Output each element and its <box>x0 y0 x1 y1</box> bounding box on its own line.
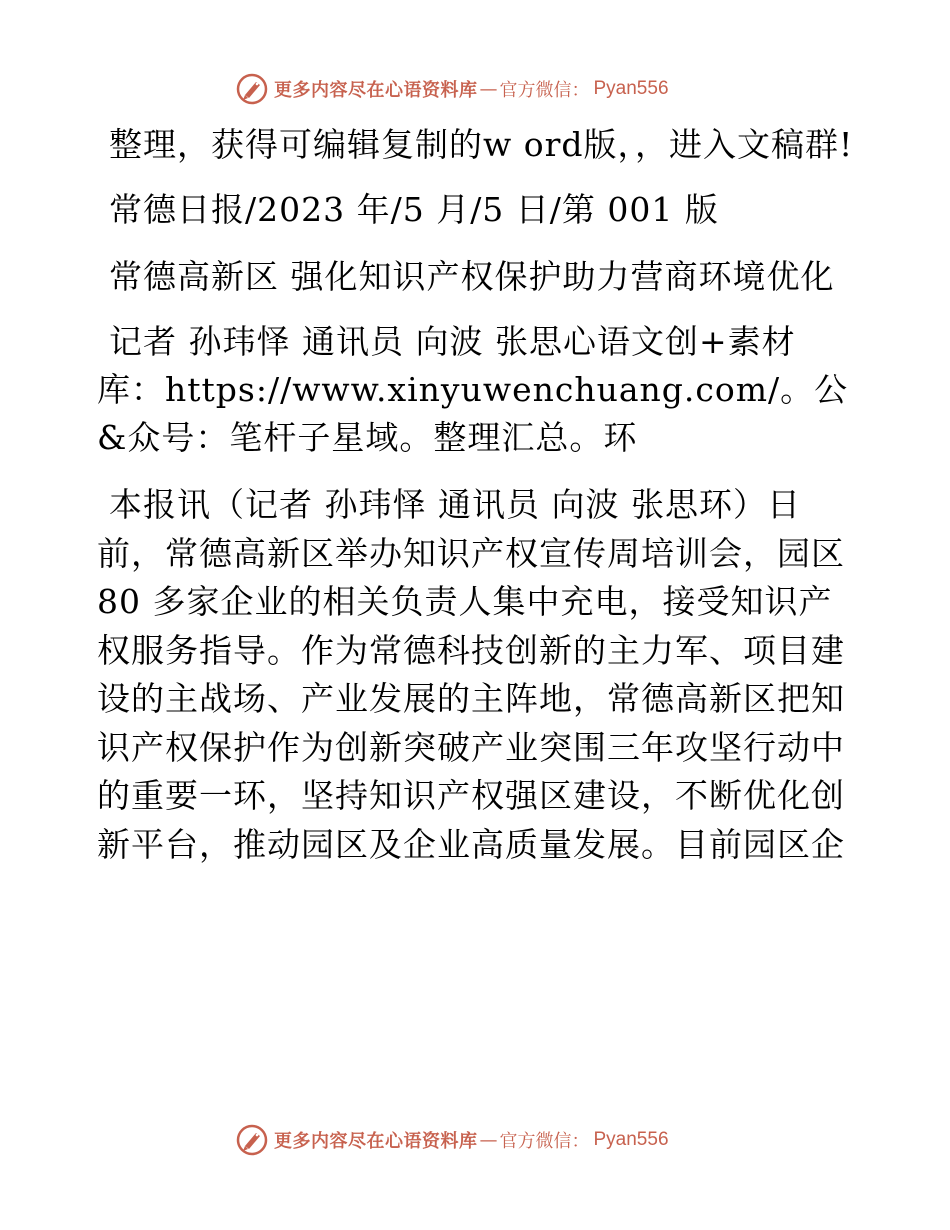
banner-wechat-id: Pyan556 <box>593 1129 669 1150</box>
dateline: 常德日报/2023 年/5 月/5 日/第 001 版 <box>109 190 719 229</box>
header-banner <box>236 72 669 106</box>
article-headline: 常德高新区 强化知识产权保护助力营商环境优化 <box>109 257 835 296</box>
banner-dash: — <box>479 78 498 100</box>
document-body <box>97 121 857 886</box>
banner-wechat-label: 官方微信： <box>499 80 590 101</box>
banner-site-text: 更多内容尽在心语资料库 <box>274 1131 478 1152</box>
banner-site-text: 更多内容尽在心语资料库 <box>274 80 478 101</box>
banner-dash: — <box>479 1129 498 1151</box>
footer-banner <box>236 1123 669 1157</box>
body-paragraph: 本报讯（记者 孙玮怿 通讯员 向波 张思环）日前，常德高新区举办知识产权宣传周培训会，园区 80 多家企业的相关负责人集中充电，接受知识产权服务指导。作为常德科技创新的主力军、项目建设的主战场、产业发展的主阵地，常德高新区把知识产权保护作为创新突破产业突围三年攻坚行动中的重要一环，坚持知识产权强区建设，不断优化创新平台，推动园区及企业高质量发展。目前园区企 <box>97 485 845 864</box>
banner-wechat-id: Pyan556 <box>593 78 669 99</box>
pen-logo-icon <box>236 1124 268 1156</box>
byline: 记者 孙玮怿 通讯员 向波 张思心语文创+素材库：https://www.xinyuwenchuang.com/。公&众号：笔杆子星域。整理汇总。环 <box>97 322 849 457</box>
banner-wechat-label: 官方微信： <box>499 1131 590 1152</box>
intro-paragraph: 整理，获得可编辑复制的w ord版，，进入文稿群! <box>109 125 854 164</box>
pen-logo-icon <box>236 73 268 105</box>
